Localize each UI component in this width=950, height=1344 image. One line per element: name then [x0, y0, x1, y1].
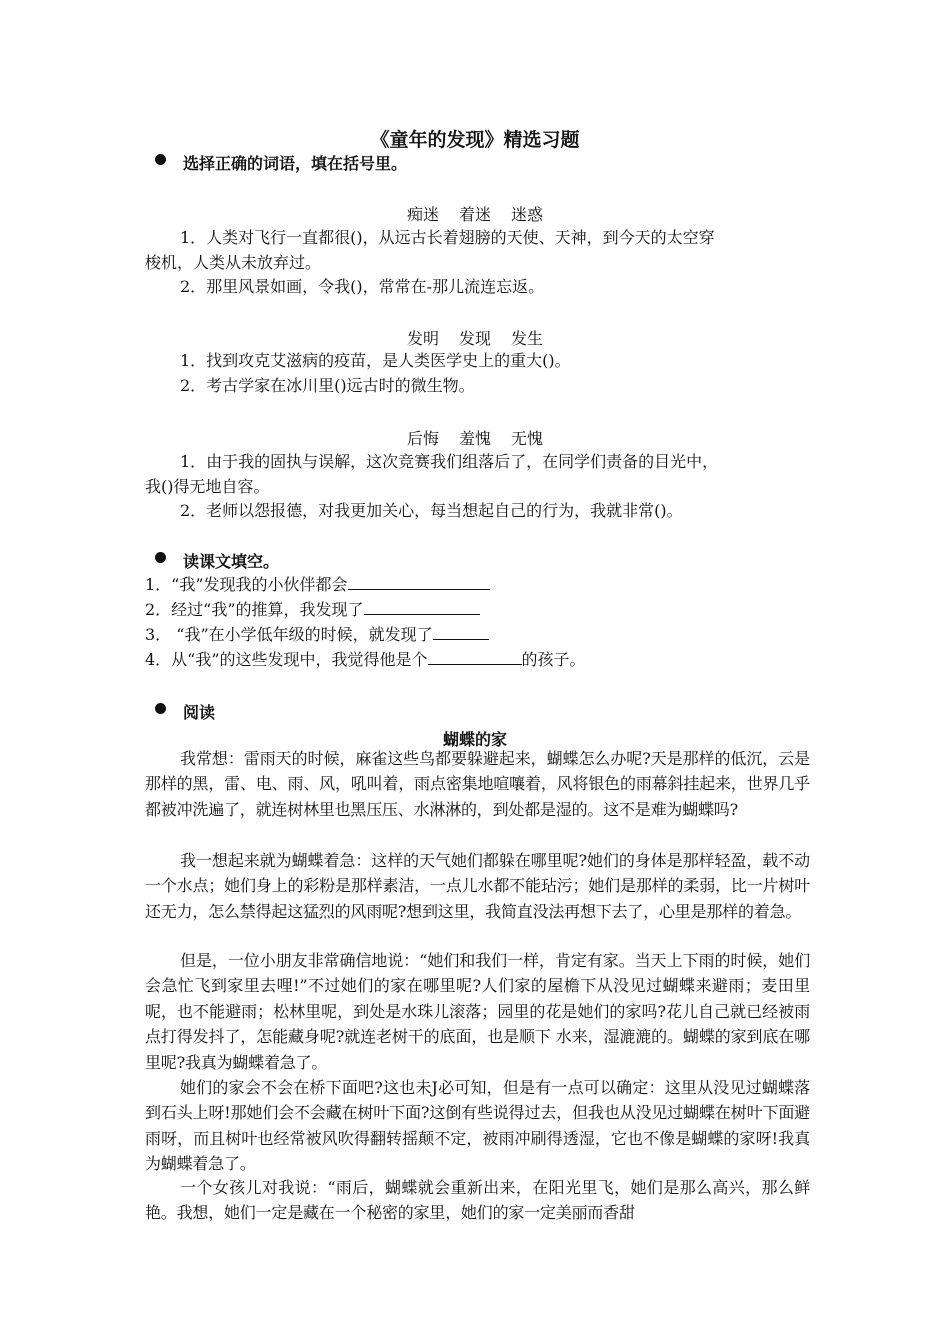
word-choice: 痴迷: [406, 205, 439, 224]
page-title: 《童年的发现》精选习题: [370, 129, 580, 151]
word-choices-1: [0, 202, 950, 225]
word-choices-2: [0, 326, 950, 349]
fill-blank-item: [145, 600, 810, 620]
word-choice: 着迷: [458, 205, 491, 224]
section-heading-text: 读课文填空。: [183, 552, 280, 571]
bullet-icon: [155, 703, 166, 714]
section-heading-text: 选择正确的词语，填在括号里。: [183, 154, 408, 173]
question-line: 2．考古学家在冰川里()远古时的微生物。: [180, 376, 475, 395]
story-paragraph: 一个女孩儿对我说：“雨后，蝴蝶就会重新出来，在阳光里飞，她们是那么高兴，那么鲜艳。我想，她们一定是藏在一个秘密的家里，她们的家一定美丽而香甜: [145, 1178, 810, 1223]
fill-blank-item: [145, 575, 810, 595]
story-title: 蝴蝶的家: [442, 730, 507, 749]
word-choice: 发现: [458, 329, 491, 348]
question-line: 梭机，人类从未放弃过。: [145, 253, 322, 272]
answer-blank[interactable]: [428, 650, 522, 665]
fill-blank-text: 4．从“我”的这些发现中，我觉得他是个: [145, 650, 428, 669]
section-heading-fill-in: [183, 549, 279, 572]
word-choice: 发明: [406, 329, 439, 348]
word-choice: 无愧: [511, 429, 544, 448]
story-paragraph: 但是，一位小朋友非常确信地说：“她们和我们一样，肯定有家。当天上下雨的时候，她们会急忙飞到家里去哩!”不过她们的家在哪里呢?人们家的屋檐下从没见过蝴蝶来避雨；麦田里呢，也不能避雨；松林里呢，到处是水珠儿滚落；园里的花是她们的家吗?花儿自己就已经被雨点打得发抖了，怎能藏身呢?就连老树干的底面，也是顺下 水来，湿漉漉的。蝴蝶的家到底在哪里呢?我真为蝴蝶着急了。: [145, 951, 810, 1072]
word-choices-3: [0, 426, 950, 449]
question-line: 1．人类对飞行一直都很()，从远古长着翅膀的天使、天神，到今天的太空穿: [180, 228, 715, 247]
question-line: 2．老师以怨报德，对我更加关心，每当想起自己的行为，我就非常()。: [180, 501, 683, 520]
word-choice: 羞愧: [458, 429, 491, 448]
section-heading-choose-words: [183, 151, 407, 174]
story-paragraph: 我一想起来就为蝴蝶着急：这样的天气她们都躲在哪里呢?她们的身体是那样轻盈，载不动一个水点；她们身上的彩粉是那样素洁，一点儿水都不能玷污；她们是那样的柔弱，比一片树叶还无力，怎么禁得起这猛烈的风雨呢?想到这里，我简直没法再想下去了，心里是那样的着急。: [145, 851, 810, 921]
section-heading-text: 阅读: [183, 703, 216, 722]
word-choice: 后悔: [406, 429, 439, 448]
section-heading-reading: [183, 700, 215, 723]
word-choice: 迷惑: [511, 205, 544, 224]
story-paragraph: 我常想：雷雨天的时候，麻雀这些鸟都要躲避起来，蝴蝶怎么办呢?天是那样的低沉，云是那样的黑，雷、电、雨、风，吼叫着，雨点密集地喧嚷着，风将银色的雨幕斜挂起来，世界几乎都被冲洗遍了，就连树林里也黑压压、水淋淋的，到处都是湿的。这不是难为蝴蝶吗?: [145, 749, 810, 819]
fill-blank-text: 3． “我”在小学低年级的时候，就发现了: [145, 625, 433, 644]
question-line: 2．那里风景如画，令我()，常常在-那儿流连忘返。: [180, 277, 545, 296]
fill-blank-text: 1．“我”发现我的小伙伴都会: [145, 575, 348, 594]
answer-blank[interactable]: [364, 600, 480, 615]
question-line: 1．找到攻克艾滋病的疫苗，是人类医学史上的重大()。: [180, 351, 571, 370]
fill-blank-item: [145, 625, 810, 645]
fill-blank-tail: 的孩子。: [521, 650, 586, 669]
question-line: 我()得无地自容。: [145, 477, 270, 496]
fill-blank-text: 2．经过“我”的推算，我发现了: [145, 600, 364, 619]
bullet-icon: [155, 154, 166, 165]
answer-blank[interactable]: [433, 625, 489, 640]
story-paragraph: 她们的家会不会在桥下面吧?这也未J必可知，但是有一点可以确定：这里从没见过蝴蝶落到石头上呀!那她们会不会藏在树叶下面?这倒有些说得过去，但我也从没见过蝴蝶在树叶下面避雨呀，而且树叶也经常被风吹得翻转摇颠不定，被雨冲刷得透湿，它也不像是蝴蝶的家呀!我真为蝴蝶着急了。: [145, 1078, 810, 1174]
fill-blank-item: [145, 650, 810, 670]
word-choice: 发生: [511, 329, 544, 348]
answer-blank[interactable]: [348, 575, 490, 590]
question-line: 1．由于我的固执与误解，这次竞赛我们组落后了，在同学们责备的目光中，: [180, 452, 719, 471]
bullet-icon: [155, 552, 166, 563]
